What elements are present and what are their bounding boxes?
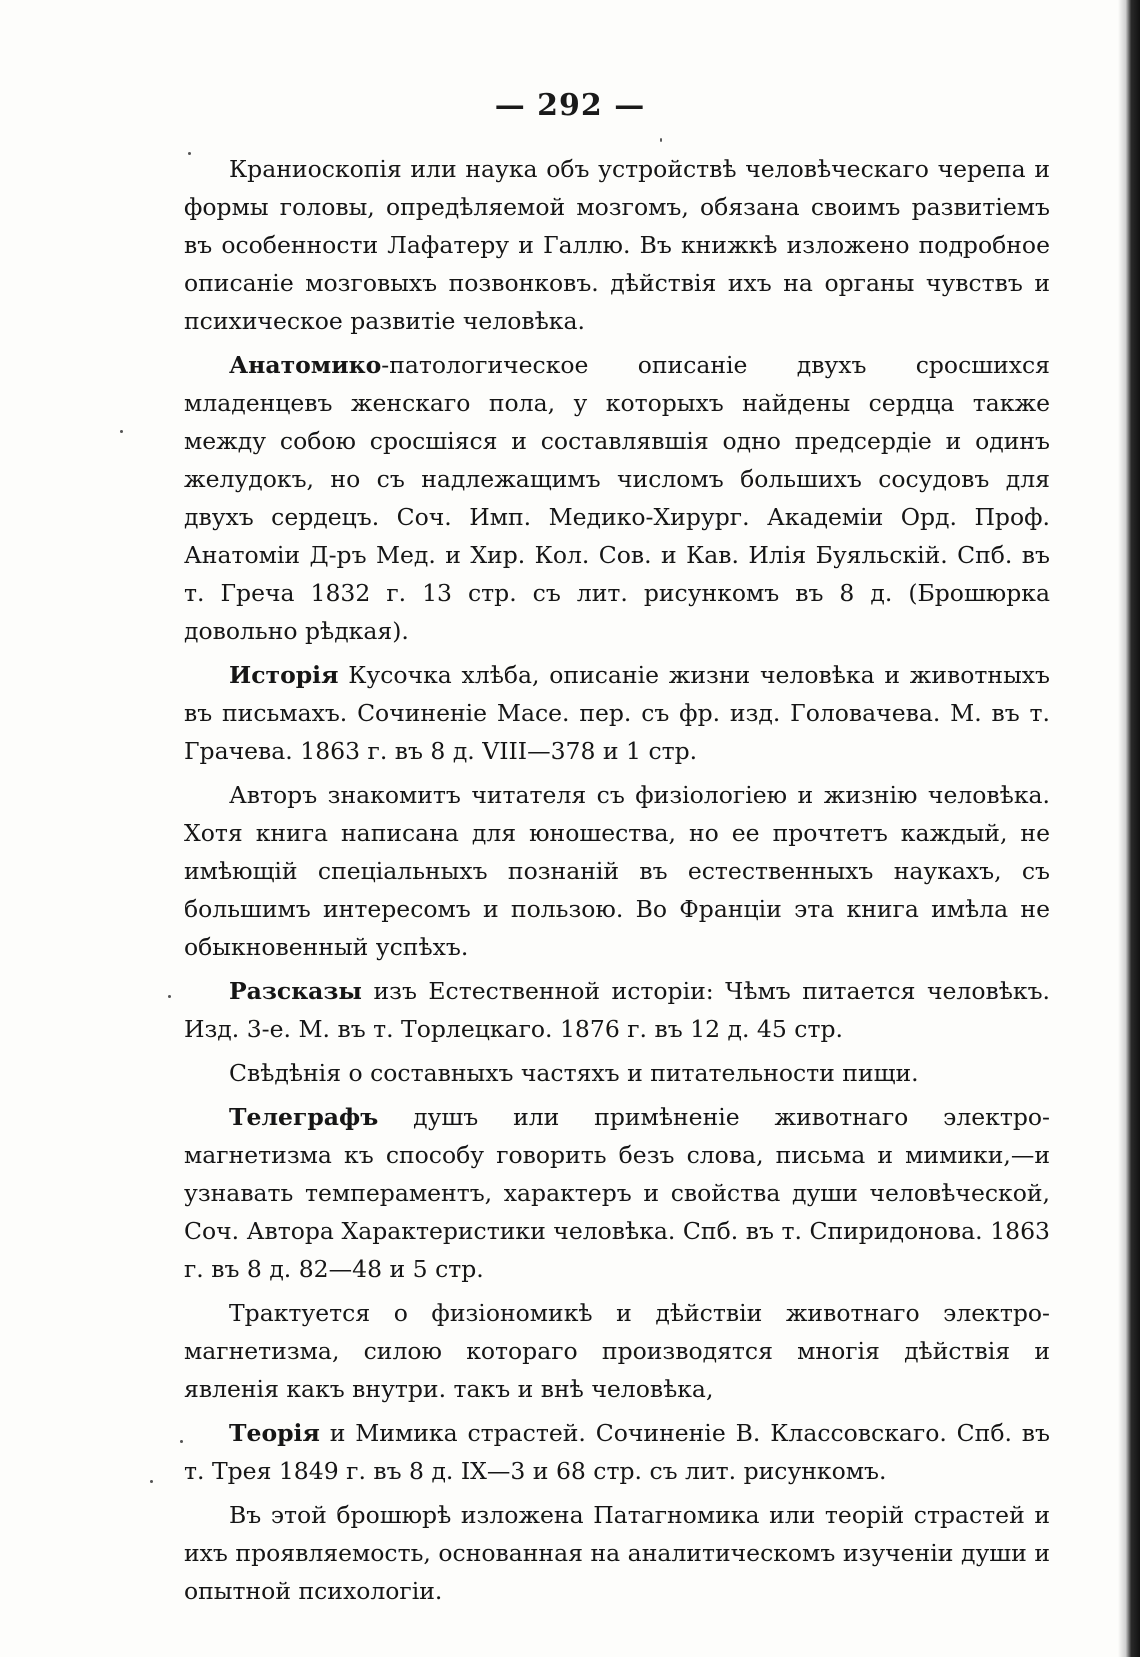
entry-lead-word: Исторія (229, 661, 339, 689)
entry-paragraph-4 (184, 776, 1050, 966)
entry-text: Свѣдѣнія о составныхъ частяхъ и питательности пищи. (229, 1059, 919, 1087)
entry-paragraph-3 (184, 656, 1050, 770)
entry-paragraph-1 (184, 150, 1050, 340)
entry-text: Авторъ знакомитъ читателя съ физіологіею и жизнію человѣка. Хотя книга написана для юношества, но ее прочтетъ каждый, не имѣющій спеціальныхъ познаній въ естественныхъ наукахъ, съ большимъ интересомъ и пользою. Во Франціи эта книга имѣла не обыкновенный успѣхъ. (184, 781, 1050, 961)
entry-paragraph-10 (184, 1496, 1050, 1610)
page-number: — 292 — (494, 88, 646, 123)
entry-text: Въ этой брошюрѣ изложена Патагномика или теорій страстей и ихъ проявляемость, основанная на аналитическомъ изученіи души и опытной психологіи. (184, 1501, 1050, 1605)
page-edge-shadow (1118, 0, 1140, 1657)
entry-lead-word: Телеграфъ (229, 1103, 379, 1131)
entry-text: и Мимика страстей. Сочиненіе В. Классовскаго. Спб. въ т. Трея 1849 г. въ 8 д. IX—3 и 68 стр. съ лит. рисункомъ. (184, 1419, 1050, 1485)
entry-text: душъ или примѣненіе животнаго электро-магнетизма къ способу говорить безъ слова, письма и мимики,—и узнавать темпераментъ, характеръ и свойства души человѣческой, Соч. Автора Характеристики человѣка. Спб. въ т. Спиридонова. 1863 г. въ 8 д. 82—48 и 5 стр. (184, 1103, 1050, 1283)
entry-lead-word: Анатомико (229, 351, 382, 379)
entry-text: изъ Естественной исторіи: Чѣмъ питается человѣкъ. Изд. 3-е. М. въ т. Торлецкаго. 1876 г. въ 12 д. 45 стр. (184, 977, 1050, 1043)
paper-speck (660, 138, 662, 142)
entry-paragraph-9 (184, 1414, 1050, 1490)
paper-speck (168, 995, 171, 998)
paper-speck (120, 430, 123, 433)
entry-paragraph-6 (184, 1054, 1050, 1092)
entry-text: -патологическое описаніе двухъ сросшихся младенцевъ женскаго пола, у которыхъ найдены сердца также между собою сросшіяся и составлявшія одно предсердіе и одинъ желудокъ, но съ надлежащимъ числомъ большихъ сосудовъ для двухъ сердецъ. Соч. Имп. Медико-Хирург. Академіи Орд. Проф. Анатоміи Д-ръ Мед. и Хир. Кол. Сов. и Кав. Илія Буяльскій. Спб. въ т. Греча 1832 г. 13 стр. съ лит. рисункомъ въ 8 д. (Брошюрка довольно рѣдкая). (184, 351, 1050, 645)
entry-text: Краниоскопія или наука объ устройствѣ человѣческаго черепа и формы головы, опредѣляемой мозгомъ, обязана своимъ развитіемъ въ особенности Лафатеру и Галлю. Въ книжкѣ изложено подробное описаніе мозговыхъ позвонковъ. дѣйствія ихъ на органы чувствъ и психическое развитіе человѣка. (184, 155, 1050, 335)
entry-lead-word: Теорія (229, 1419, 320, 1447)
entry-paragraph-5 (184, 972, 1050, 1048)
entry-paragraph-7 (184, 1098, 1050, 1288)
page-body (184, 150, 1050, 1616)
entry-paragraph-8 (184, 1294, 1050, 1408)
entry-lead-word: Разсказы (229, 977, 362, 1005)
paper-speck (188, 152, 191, 155)
paper-speck (150, 1480, 153, 1483)
entry-text: Кусочка хлѣба, описаніе жизни человѣка и животныхъ въ письмахъ. Сочиненіе Масе. пер. съ фр. изд. Головачева. М. въ т. Грачева. 1863 г. въ 8 д. VIII—378 и 1 стр. (184, 661, 1050, 765)
paper-speck (180, 1440, 183, 1443)
entry-paragraph-2 (184, 346, 1050, 650)
entry-text: Трактуется о физіономикѣ и дѣйствіи животнаго электро-магнетизма, силою котораго производятся многія дѣйствія и явленія какъ внутри. такъ и внѣ человѣка, (184, 1299, 1050, 1403)
